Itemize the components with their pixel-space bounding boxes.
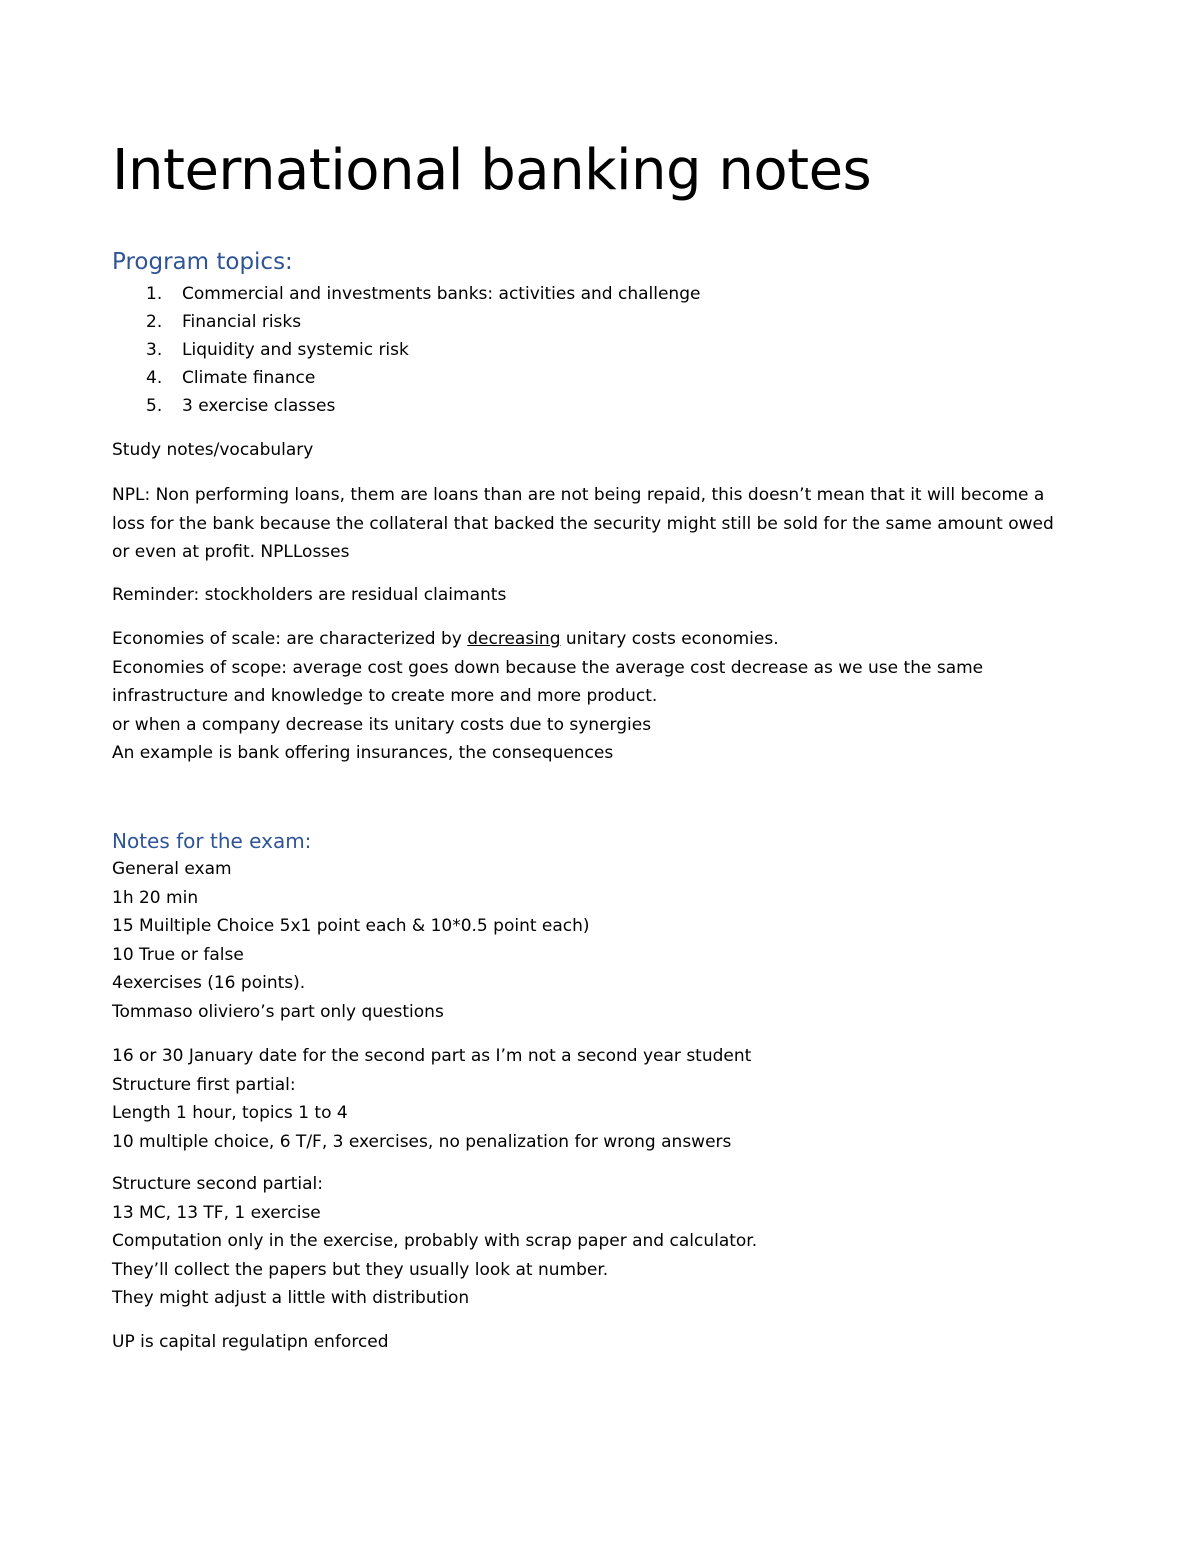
underlined-term: decreasing <box>467 629 561 649</box>
program-topics-list <box>112 280 700 420</box>
list-item-text: Liquidity and systemic risk <box>182 340 409 360</box>
economies-scale-text: Economies of scale: are characterized by <box>112 629 468 649</box>
economies-scope-line: or when a company decrease its unitary costs due to synergies <box>112 714 652 735</box>
economies-scope-line: An example is bank offering insurances, the consequences <box>112 743 614 763</box>
exam-line: They’ll collect the papers but they usually look at number. <box>112 1259 609 1280</box>
list-number: 4. <box>146 368 163 388</box>
study-notes-label: Study notes/vocabulary <box>112 440 314 460</box>
exam-line: 10 True or false <box>112 944 244 965</box>
economies-scope-line: infrastructure and knowledge to create more and more product. <box>112 686 658 706</box>
exam-line: 15 Muiltiple Choice 5x1 point each & 10*0.5 point each) <box>112 916 590 936</box>
reminder-text: Reminder: stockholders are residual claimants <box>112 585 507 605</box>
exam-line: 16 or 30 January date for the second part as I’m not a second year student <box>112 1046 752 1066</box>
list-item-text: Financial risks <box>182 312 302 332</box>
up-note-paragraph <box>112 1328 1092 1357</box>
exam-line: General exam <box>112 859 232 879</box>
list-item-text: 3 exercise classes <box>182 396 336 416</box>
up-note-text: UP is capital regulatipn enforced <box>112 1332 389 1352</box>
list-item-text: Climate finance <box>182 368 316 388</box>
list-item <box>112 280 700 308</box>
economies-paragraph <box>112 625 1092 768</box>
economies-scale-line <box>112 625 1092 654</box>
program-topics-heading: Program topics: <box>112 249 293 275</box>
list-item <box>112 336 700 364</box>
npl-paragraph <box>112 481 1092 567</box>
list-number: 2. <box>146 312 163 332</box>
exam-line: Structure first partial: <box>112 1074 296 1095</box>
exam-line: 10 multiple choice, 6 T/F, 3 exercises, no penalization for wrong answers <box>112 1131 732 1152</box>
npl-line: NPL: Non performing loans, them are loans than are not being repaid, this doesn’t mean that it will become a <box>112 485 1045 505</box>
exam-line: 1h 20 min <box>112 887 199 908</box>
exam-line: Structure second partial: <box>112 1174 323 1194</box>
economies-scale-text: unitary costs economies. <box>560 629 779 649</box>
exam-line: 13 MC, 13 TF, 1 exercise <box>112 1202 321 1223</box>
exam-line: Tommaso oliviero’s part only questions <box>112 1001 444 1022</box>
npl-line: loss for the bank because the collateral that backed the security might still be sold for the same amount owed <box>112 513 1054 534</box>
economies-scope-line: Economies of scope: average cost goes down because the average cost decrease as we use the same <box>112 657 984 678</box>
second-partial-paragraph <box>112 1170 1092 1313</box>
exam-line: 4exercises (16 points). <box>112 973 306 993</box>
list-item <box>112 364 700 392</box>
list-item <box>112 308 700 336</box>
exam-line: Length 1 hour, topics 1 to 4 <box>112 1103 348 1123</box>
list-number: 1. <box>146 284 163 304</box>
general-exam-paragraph <box>112 855 1092 1026</box>
document-title: International banking notes <box>112 138 872 203</box>
study-notes-heading <box>112 436 1092 465</box>
exam-line: Computation only in the exercise, probably with scrap paper and calculator. <box>112 1231 758 1251</box>
first-partial-paragraph <box>112 1042 1092 1156</box>
list-number: 5. <box>146 396 163 416</box>
list-number: 3. <box>146 340 163 360</box>
reminder-paragraph <box>112 581 1092 610</box>
exam-line: They might adjust a little with distribution <box>112 1288 470 1308</box>
list-item <box>112 392 700 420</box>
list-item-text: Commercial and investments banks: activities and challenge <box>182 284 701 304</box>
exam-notes-heading: Notes for the exam: <box>112 829 312 853</box>
npl-line: or even at profit. NPLLosses <box>112 542 350 562</box>
